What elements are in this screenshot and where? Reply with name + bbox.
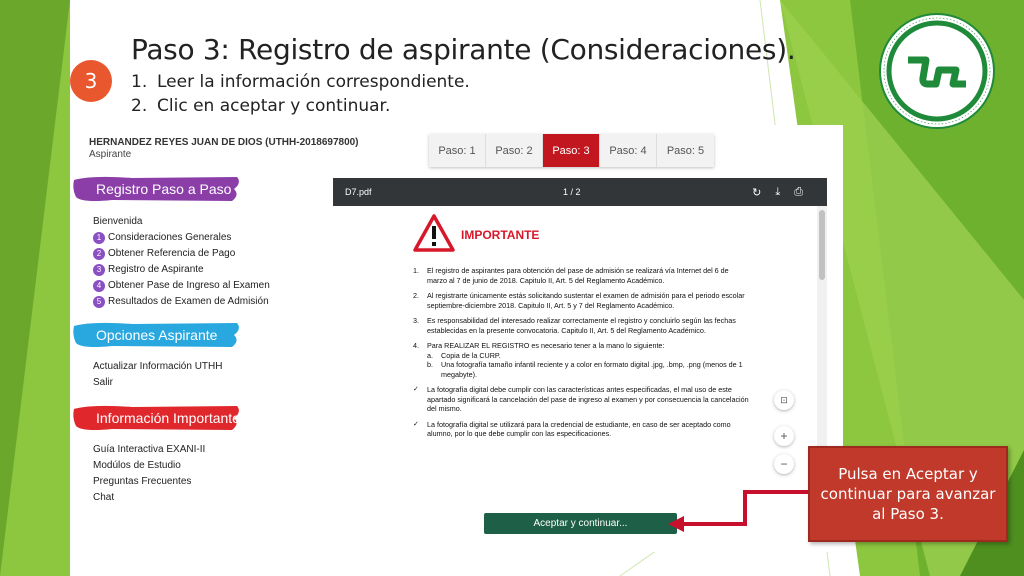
- tab-paso-2[interactable]: Paso: 2: [486, 134, 543, 167]
- accept-continue-button[interactable]: Aceptar y continuar...: [484, 513, 677, 534]
- menu-item-actualizar-info[interactable]: Actualizar Información UTHH: [93, 361, 223, 372]
- download-icon[interactable]: ⤓: [775, 185, 781, 198]
- print-icon[interactable]: ⎙: [794, 185, 803, 198]
- tab-paso-4[interactable]: Paso: 4: [600, 134, 657, 167]
- pdf-scroll-thumb[interactable]: [819, 210, 825, 280]
- menu-item-guia-exani[interactable]: Guía Interactiva EXANI-II: [93, 444, 206, 455]
- pdf-filename: D7.pdf: [345, 187, 372, 197]
- pdf-item: 1. El registro de aspirantes para obtención del pase de admisión se realizará vía Internet del 6 de marzo al 7 de junio de 2018. Capitulo II, Art. 5 del Reglamento Académico.: [413, 266, 729, 285]
- user-name: HERNANDEZ REYES JUAN DE DIOS (UTHH-2018697800): [89, 137, 359, 148]
- tab-paso-5[interactable]: Paso: 5: [657, 134, 714, 167]
- instruction-item: 2. Clic en aceptar y continuar.: [131, 96, 391, 116]
- user-role: Aspirante: [89, 149, 132, 160]
- menu-item-consideraciones[interactable]: 1 Consideraciones Generales: [93, 230, 270, 246]
- instruction-item: 1. Leer la información correspondiente.: [131, 72, 470, 92]
- university-logo: [878, 12, 996, 130]
- menu-item-resultados[interactable]: 5 Resultados de Examen de Admisión: [93, 294, 270, 310]
- pdf-check-item: ✓ La fotografía digital debe cumplir con las características antes especificadas, el mal uso de este apartado significará la cancelación del pase de ingreso al examen y por consecuencia la cancelación del mismo.: [413, 385, 749, 413]
- pdf-items: [413, 266, 750, 445]
- step-tabs: [429, 134, 714, 167]
- pdf-item: 3. Es responsabilidad del interesado realizar correctamente el registro y concluirlo según las fechas establecidas en la presente convocatoria. Capitulo II, Art. 5 del Reglamento Académico.: [413, 316, 736, 335]
- fit-page-icon[interactable]: ⊡: [774, 390, 794, 410]
- pdf-check-item: ✓ La fotografía digital se utilizará para la credencial de estudiante, en caso de ser aceptado como alumno, por lo que debe cumplir con las especificaciones.: [413, 419, 731, 438]
- pdf-page[interactable]: [333, 206, 817, 503]
- opciones-header: Opciones Aspirante: [72, 321, 242, 349]
- menu-item-modulos[interactable]: Modúlos de Estudio: [93, 460, 181, 471]
- menu-item-bienvenida[interactable]: Bienvenida: [93, 216, 143, 227]
- pdf-item: 2. Al registrarte únicamente estás solicitando sustentar el examen de admisión para el periodo escolar septiembre-diciembre 2018. Capitulo II, Art. 5 y 7 del Reglamento Académico.: [413, 291, 745, 310]
- rotate-icon[interactable]: ↻: [752, 186, 762, 199]
- tab-paso-3[interactable]: Paso: 3: [543, 134, 600, 167]
- zoom-out-icon[interactable]: −: [774, 454, 794, 474]
- zoom-in-icon[interactable]: +: [774, 426, 794, 446]
- pdf-viewer: [333, 178, 827, 503]
- menu-item-salir[interactable]: Salir: [93, 377, 114, 388]
- registro-header: Registro Paso a Paso: [72, 175, 242, 203]
- info-header: Información Importante: [72, 404, 242, 432]
- pdf-toolbar: [333, 178, 827, 206]
- pdf-page-indicator: 1 / 2: [563, 187, 581, 197]
- tab-paso-1[interactable]: Paso: 1: [429, 134, 486, 167]
- arrow-pointer: [660, 480, 810, 540]
- instruction-callout: Pulsa en Aceptar y continuar para avanzar al Paso 3.: [808, 446, 1008, 542]
- instruction-list: [131, 70, 470, 118]
- pdf-heading: IMPORTANTE: [461, 228, 540, 242]
- menu-item-preguntas[interactable]: Preguntas Frecuentes: [93, 476, 192, 487]
- menu-item-chat[interactable]: Chat: [93, 492, 115, 503]
- slide-title: Paso 3: Registro de aspirante (Consideraciones).: [131, 33, 796, 66]
- registro-menu: [93, 214, 270, 310]
- pdf-item: 4. Para REALIZAR EL REGISTRO es necesario tener a la mano lo siguiente: a. Copia de la CURP. b. Una fotografía tamaño infantil reciente y a color en formato digital .jpg, .bmp, .png (menos de 1 megabyte).: [413, 341, 743, 379]
- step-badge: 3: [70, 60, 112, 102]
- opciones-menu: [93, 359, 222, 391]
- warning-icon: [413, 214, 455, 252]
- menu-item-referencia-pago[interactable]: 2 Obtener Referencia de Pago: [93, 246, 270, 262]
- info-menu: [93, 442, 205, 506]
- menu-item-pase-ingreso[interactable]: 4 Obtener Pase de Ingreso al Examen: [93, 278, 270, 294]
- menu-item-registro-aspirante[interactable]: 3 Registro de Aspirante: [93, 262, 270, 278]
